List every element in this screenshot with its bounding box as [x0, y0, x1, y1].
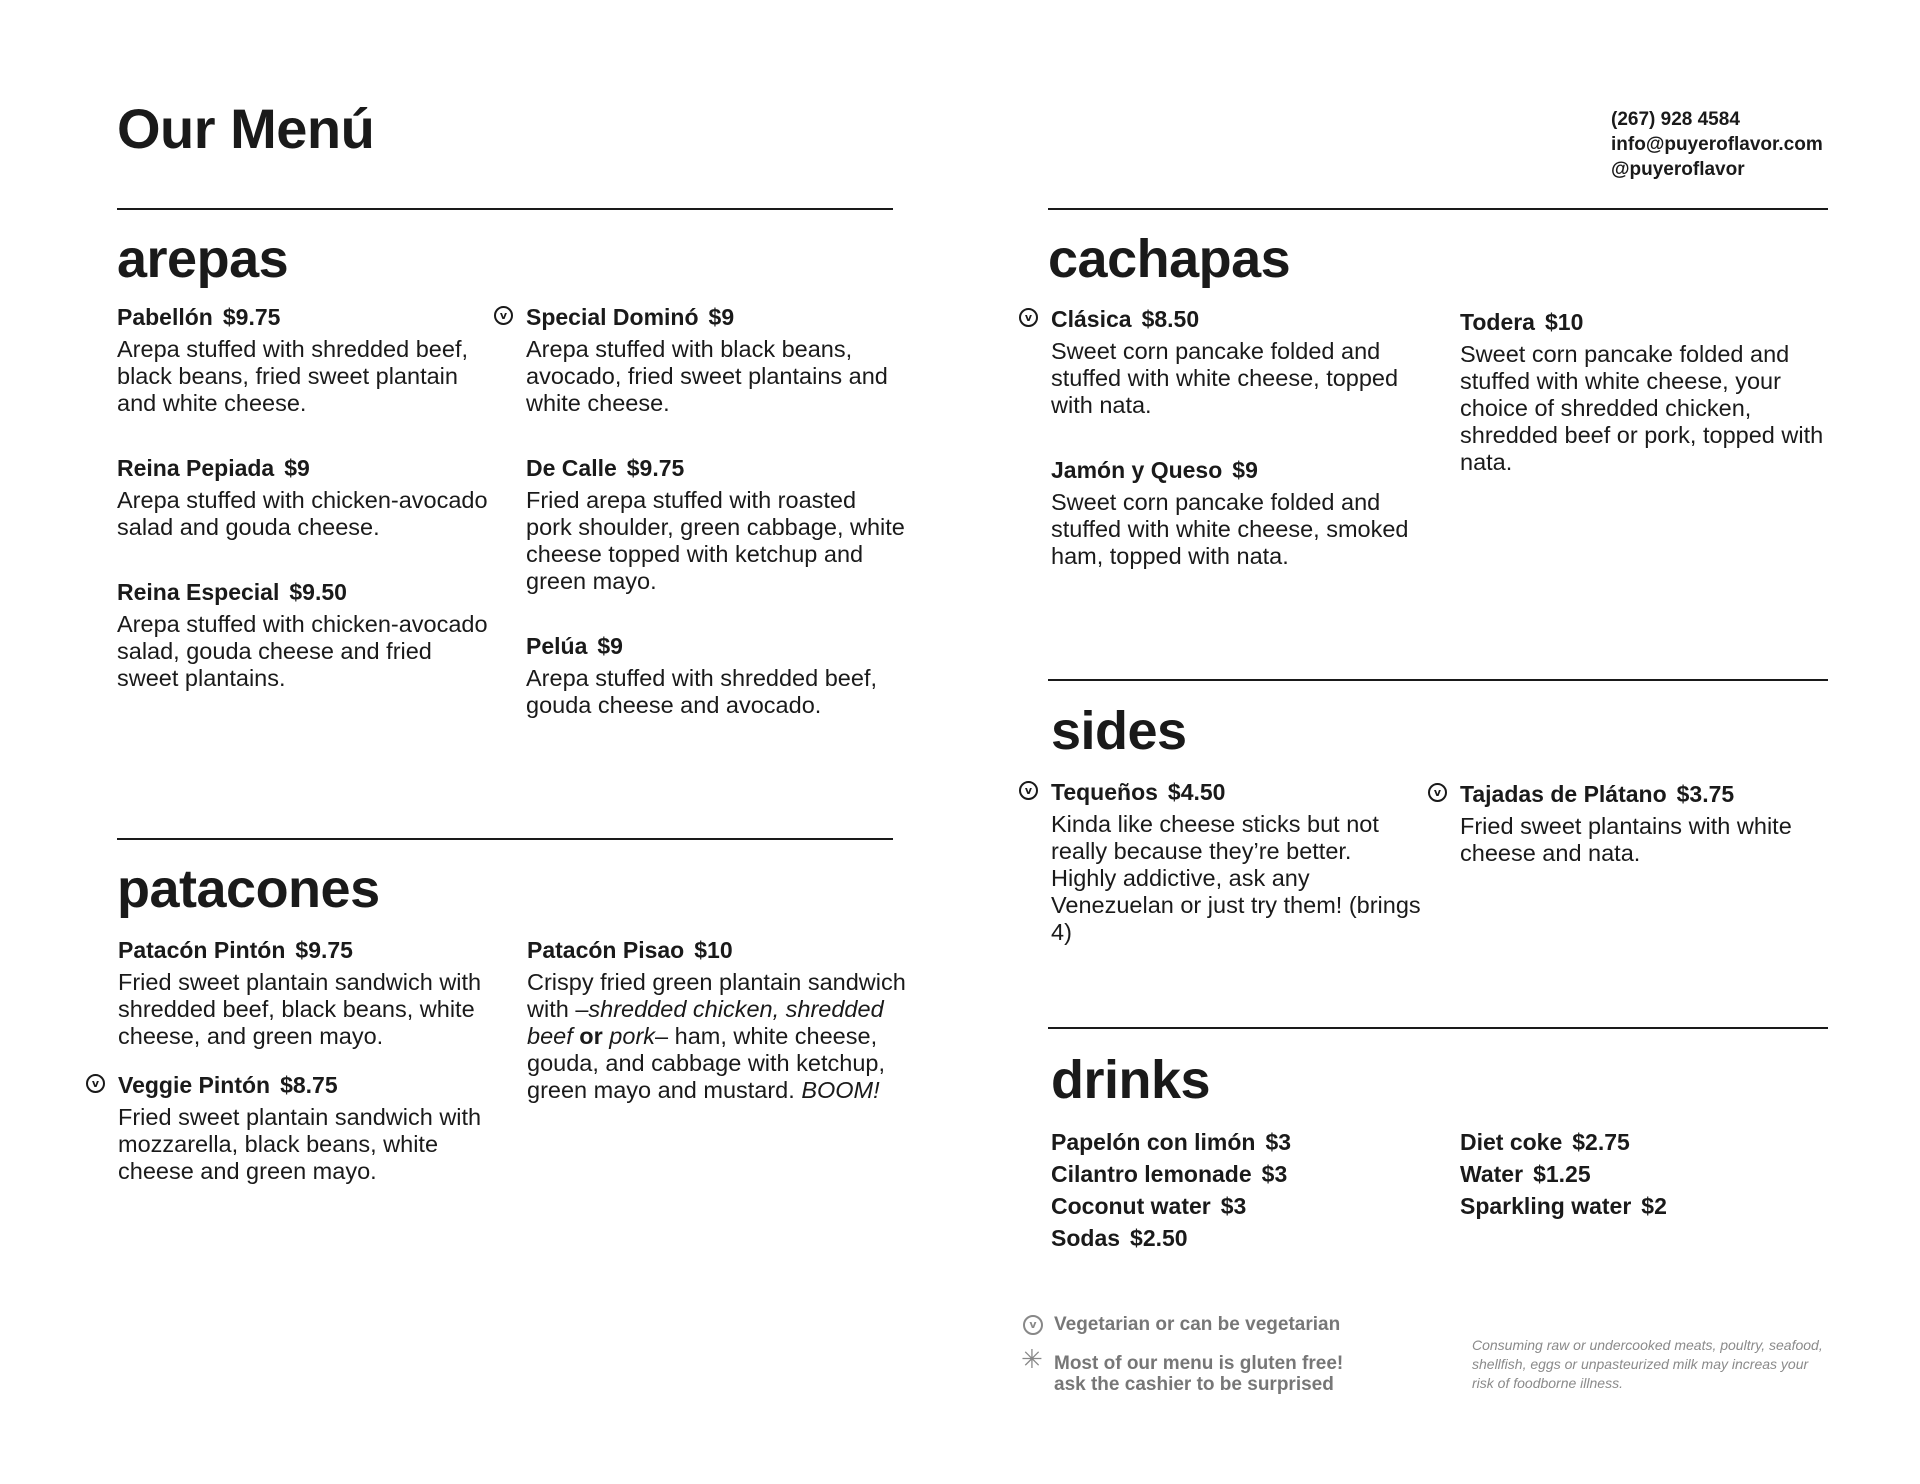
contact-phone[interactable]: (267) 928 4584: [1611, 109, 1740, 130]
contact-email[interactable]: info@puyeroflavor.com: [1611, 134, 1823, 155]
section-title-sides: sides: [1051, 701, 1187, 761]
menu-item-patacon-pinton: [118, 935, 498, 1050]
item-name: Patacón Pintón: [118, 937, 286, 963]
divider-sides: [1048, 679, 1828, 681]
menu-item-patacon-pisao: [527, 935, 907, 1104]
menu-item-tajadas-de-platano: [1433, 779, 1830, 867]
item-name: Special Dominó: [526, 304, 699, 330]
item-price: $10: [694, 937, 733, 963]
item-description: Arepa stuffed with black beans, avocado, fried sweet plantains and white cheese.: [526, 336, 888, 416]
item-price: $10: [1544, 309, 1584, 335]
item-price: $3.75: [1676, 781, 1735, 807]
item-price: $9: [597, 633, 623, 659]
menu-item-de-calle: [526, 453, 906, 595]
vegetarian-icon: v: [1023, 1315, 1043, 1335]
legend-gluten-line1: Most of our menu is gluten free!: [1054, 1353, 1344, 1374]
item-name: Reina Especial: [117, 579, 280, 605]
item-description: Sweet corn pancake folded and stuffed with white cheese, your choice of shredded chicken, shredded beef or pork, topped with nata.: [1460, 341, 1824, 475]
desc-choice: pork: [602, 1023, 656, 1049]
section-title-arepas: arepas: [117, 229, 289, 289]
vegetarian-icon: v: [1019, 308, 1038, 327]
vegetarian-icon: v: [1428, 783, 1447, 802]
patacones-column-right: [527, 935, 907, 1104]
menu-item-todera: [1460, 307, 1830, 476]
drink-name: Water: [1460, 1161, 1524, 1187]
menu-item-reina-pepiada: [117, 453, 497, 541]
item-name: De Calle: [526, 455, 617, 481]
drink-item-sodas: [1051, 1222, 1431, 1254]
item-price: $9.75: [295, 937, 353, 963]
drink-price: $1.25: [1533, 1161, 1591, 1187]
item-description: Arepa stuffed with shredded beef, black beans, fried sweet plantain and white cheese.: [117, 336, 468, 416]
legend-vegetarian: [1029, 1314, 1341, 1335]
item-name: Todera: [1460, 309, 1535, 335]
drink-name: Sodas: [1051, 1225, 1121, 1251]
drink-item-papelon-con-limon: [1051, 1126, 1431, 1158]
section-title-patacones: patacones: [117, 859, 380, 919]
drink-name: Sparkling water: [1460, 1193, 1632, 1219]
item-description: Sweet corn pancake folded and stuffed with white cheese, topped with nata.: [1051, 338, 1399, 418]
menu-item-jamon-y-queso: [1051, 455, 1421, 570]
food-safety-disclaimer: Consuming raw or undercooked meats, poultry, seafood, shellfish, eggs or unpasteurized milk may increas your risk of foodborne illness.: [1472, 1337, 1823, 1391]
menu-item-special-domino: [499, 302, 906, 417]
vegetarian-icon: v: [1019, 781, 1038, 800]
drink-price: $3: [1220, 1193, 1247, 1219]
drink-item-coconut-water: [1051, 1190, 1431, 1222]
drink-price: $2: [1641, 1193, 1667, 1219]
arepas-column-left: [117, 302, 497, 692]
menu-item-clasica: [1024, 304, 1421, 419]
drink-item-diet-coke: [1460, 1126, 1830, 1158]
item-description: Fried arepa stuffed with roasted pork shoulder, green cabbage, white cheese topped with ketchup and green mayo.: [526, 487, 905, 594]
item-name: Veggie Pintón: [118, 1072, 271, 1098]
item-price: $4.50: [1167, 779, 1226, 805]
item-description: [527, 969, 907, 1104]
drink-item-water: [1460, 1158, 1830, 1190]
section-title-drinks: drinks: [1051, 1050, 1211, 1110]
item-price: $9.75: [626, 455, 685, 481]
cachapas-column-left: [1024, 304, 1421, 570]
contact-info: [1611, 107, 1823, 182]
legend-gluten-free: [1021, 1345, 1344, 1395]
item-name: Pelúa: [526, 633, 588, 659]
desc-boom: BOOM!: [801, 1077, 880, 1103]
arepas-column-right: [499, 302, 906, 719]
item-name: Jamón y Queso: [1051, 457, 1223, 483]
drink-item-sparkling-water: [1460, 1190, 1830, 1222]
drink-price: $2.50: [1130, 1225, 1188, 1251]
drink-name: Diet coke: [1460, 1129, 1563, 1155]
desc-text: – ham, white cheese, gouda, and cabbage with ketchup, green mayo and mustard.: [527, 1023, 885, 1103]
vegetarian-icon: v: [86, 1074, 105, 1093]
item-price: $9.75: [222, 304, 281, 330]
drinks-column-left: [1051, 1126, 1431, 1254]
legend-vegetarian-text: Vegetarian or can be vegetarian: [1054, 1314, 1341, 1335]
vegetarian-icon: v: [494, 306, 513, 325]
section-title-cachapas: cachapas: [1048, 229, 1291, 289]
item-name: Tequeños: [1051, 779, 1158, 805]
item-description: Arepa stuffed with shredded beef, gouda cheese and avocado.: [526, 665, 877, 718]
divider-drinks: [1048, 1027, 1828, 1029]
item-description: Arepa stuffed with chicken-avocado salad, gouda cheese and fried sweet plantains.: [117, 611, 488, 691]
drink-item-cilantro-lemonade: [1051, 1158, 1431, 1190]
drink-price: $3: [1261, 1161, 1288, 1187]
contact-social-handle[interactable]: @puyeroflavor: [1611, 159, 1745, 180]
item-name: Clásica: [1051, 306, 1132, 332]
item-description: Fried sweet plantain sandwich with shredded beef, black beans, white cheese, and green mayo.: [118, 969, 482, 1049]
asterisk-icon: ✳: [1021, 1345, 1043, 1375]
item-price: $9: [708, 304, 735, 330]
divider-patacones: [117, 838, 893, 840]
item-name: Patacón Pisao: [527, 937, 685, 963]
menu-item-pabellon: [117, 302, 497, 417]
divider-cachapas: [1048, 208, 1828, 210]
desc-choice: shredded chicken, shredded beef: [527, 996, 884, 1049]
item-price: $8.50: [1141, 306, 1200, 332]
desc-text: Crispy fried green plantain sandwich with –: [527, 969, 906, 1022]
drink-name: Coconut water: [1051, 1193, 1211, 1219]
sides-column-left: [1024, 777, 1421, 946]
legend-gluten-line2: ask the cashier to be surprised: [1054, 1374, 1334, 1395]
item-description: Arepa stuffed with chicken-avocado salad and gouda cheese.: [117, 487, 488, 540]
item-description: Sweet corn pancake folded and stuffed with white cheese, smoked ham, topped with nata.: [1051, 489, 1409, 569]
menu-item-reina-especial: [117, 577, 497, 692]
menu-item-pelua: [526, 631, 906, 719]
item-price: $9: [1232, 457, 1258, 483]
drinks-column-right: [1460, 1126, 1830, 1222]
item-price: $8.75: [280, 1072, 338, 1098]
item-price: $9: [284, 455, 310, 481]
menu-item-veggie-pinton: [91, 1070, 498, 1185]
drink-price: $2.75: [1572, 1129, 1630, 1155]
item-name: Tajadas de Plátano: [1460, 781, 1667, 807]
item-description: Kinda like cheese sticks but not really because they’re better. Highly addictive, ask any Venezuelan or just try them! (brings 4): [1051, 811, 1421, 945]
divider-arepas: [117, 208, 893, 210]
menu-item-tequenos: [1024, 777, 1421, 946]
patacones-column-left: [91, 935, 498, 1185]
item-name: Reina Pepiada: [117, 455, 275, 481]
page-title: Our Menú: [117, 97, 375, 160]
drink-name: Cilantro lemonade: [1051, 1161, 1252, 1187]
item-price: $9.50: [289, 579, 347, 605]
drink-price: $3: [1265, 1129, 1292, 1155]
desc-or: or: [579, 1023, 603, 1049]
item-description: Fried sweet plantain sandwich with mozzarella, black beans, white cheese and green mayo.: [118, 1104, 482, 1184]
item-name: Pabellón: [117, 304, 213, 330]
cachapas-column-right: [1460, 307, 1830, 476]
sides-column-right: [1433, 779, 1830, 867]
drink-name: Papelón con limón: [1051, 1129, 1256, 1155]
item-description: Fried sweet plantains with white cheese and nata.: [1460, 813, 1792, 866]
